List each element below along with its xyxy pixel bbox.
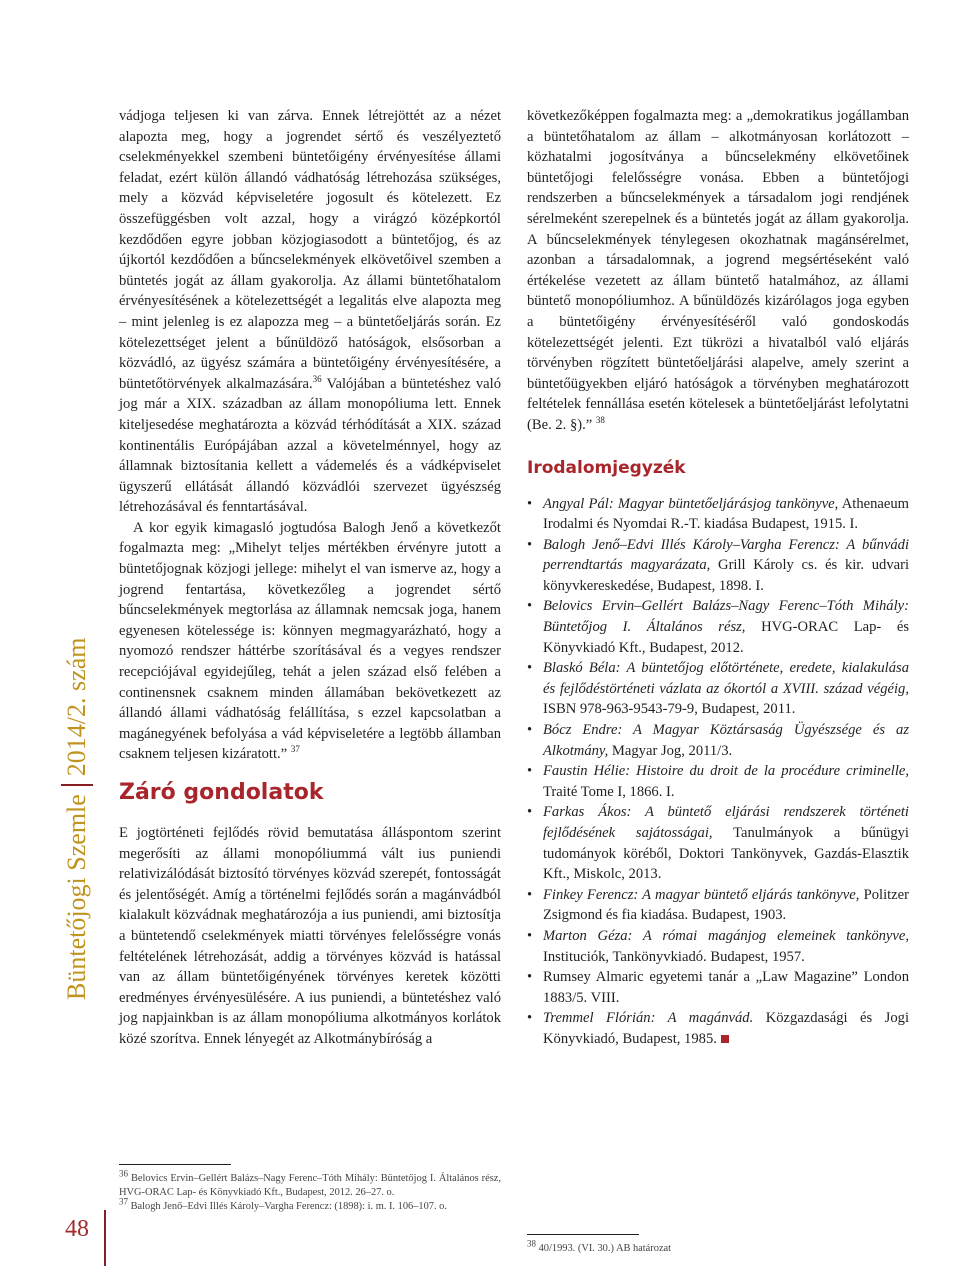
end-of-article-mark <box>721 1035 729 1043</box>
reference-item: • Tremmel Flórián: A magánvád. Közgazdasági és Jogi Könyvkiadó, Budapest, 1985. <box>527 1008 909 1049</box>
journal-side-title <box>57 280 97 1000</box>
reference-item: • Bócz Endre: A Magyar Köztársaság Ügyészsége és az Alkotmány, Magyar Jog, 2011/3. <box>527 720 909 761</box>
footnote-rule <box>527 1234 639 1235</box>
footnote-38: $^{38}$ 40/1993. (VI. 30.) AB határozat <box>527 1238 672 1254</box>
reference-item: • Finkey Ferencz: A magyar büntető eljárás tankönyve, Politzer Zsigmond és fia kiadása. Budapest, 1903. <box>527 885 909 926</box>
page-number: 48 <box>50 1210 106 1266</box>
section-heading: Záró gondolatok <box>119 780 324 805</box>
reference-item: • Rumsey Almaric egyetemi tanár a „Law Magazine” London 1883/5. VIII. <box>527 967 909 1008</box>
footnote-ref-36[interactable]: 36 <box>312 373 322 384</box>
journal-issue: 2014/2. szám <box>62 637 91 777</box>
paragraph: E jogtörténeti fejlődés rövid bemutatása álláspontom szerint megerősíti az állami monopóliummá vált ius puniendi relativizálódását biztosító törvényes közvád szerepét, fontosságát és jelentőségét. Amíg a történelmi fejlődés során a magánvádból kialakult közvádnak meghatározója a ius puniendi, ami biztosítja a büntetendő cselekmények miatti törvényes felelősségre vonás feltételének létrehozását, addig a törvényes közvád is hatással van az állam büntetőigényének törvényes keretek közötti eredményes érvényesülésére. A ius puniendi, a büntetéshez való jog napjainkban is az állam monopóliuma alkotmányos korlátok közé szorítva. Ennek lényegét az Alkotmánybíróság a <box>119 825 501 1047</box>
references-list <box>527 494 909 1050</box>
left-column <box>119 106 501 1050</box>
references-heading: Irodalomjegyzék <box>527 457 686 478</box>
paragraph: következőképpen fogalmazta meg: a „demokratikus jogállamban a büntetőhatalom az állam – alkotmányosan korlátozott – közhatalmi jogosítványa a bűncselekmény elkövetőinek büntetőjogi felelősségre vonása. Ebben a büntetőjogi rendszerben a bűncselekmények a társadalom jogi rendjének sérelmeként szerepelnek és a büntetés jogát az állam gyakorolja. A bűncselekmények ténylegesen okozhatnak magánsérelmet, azonban a társadalomnak, a jogrend megsértéseként való értékelése vezetett az állam büntető hatalmához, az állami büntető monopóliumhoz. A bűnüldözés kizárólagos joga egyben a büntetőigény érvényesítéséről való gondoskodás kötelezettségét jelenti. Ezt tükrözi a hivatalból való eljárás törvényben rögzített büntetőeljárási alapelve, amely szerint a büntetőügyekben eljáró hatóságok a törvényben meghatározott feltételek fennállása esetén kötelesek a büntetőeljárást lefolytatni (Be. 2. §).” $^{38}$ <box>527 108 909 433</box>
footnote-36: $^{36}$ Belovics Ervin–Gellért Balázs–Nagy Ferenc–Tóth Mihály: Büntetőjog I. Általános rész, HVG-ORAC Lap- és Könyvkiadó Kft., Budapest, 2012. 26–27. o. <box>119 1168 502 1198</box>
footnote-rule <box>119 1164 231 1165</box>
reference-item: • Faustin Hélie: Histoire du droit de la procédure criminelle, Traité Tome I, 1866. I. <box>527 761 909 802</box>
paragraph: A kor egyik kimagasló jogtudósa Balogh Jenő a következőt fogalmazta meg: „Mihelyt teljes mértékben érvényre jutott a büntetőjognak közjogi jellege: mihelyt el van ismerve az, hogy a jogrend fentartása, következőleg a jogrendet sértő bűncselekmények megtorlása az államnak nemcsak joga, hanem egyenesen kötelessége is: könnyen megmagyarázható, hogy a nyomozó rendszer háttérbe szorításával és a vegyes rendszer recepciójával egyidejűleg, tehát a jelen század első felében a continensnek csaknem minden államában bekövetkezett az állandó állami vádhatóság felállítása, s ezzel kapcsolatban a magánegyének befolyása a vád képviseletére a legtöbb államban csaknem teljesen kizáratott.” $^{37}$ <box>119 519 501 763</box>
reference-item: • Belovics Ervin–Gellért Balázs–Nagy Ferenc–Tóth Mihály: Büntetőjog I. Általános rész, HVG-ORAC Lap- és Könyvkiadó Kft., Budapest, 2012. <box>527 596 909 658</box>
reference-item: • Balogh Jenő–Edvi Illés Károly–Vargha Ferencz: A bűnvádi perrendtartás magyarázata, Grill Károly cs. és kir. udvari könyvkereskedése, Budapest, 1898. I. <box>527 535 909 597</box>
reference-item: • Angyal Pál: Magyar büntetőeljárásjog tankönyve, Athenaeum Irodalmi és Nyomdai R.-T. kiadása Budapest, 1915. I. <box>527 494 909 535</box>
title-separator <box>61 784 93 786</box>
paragraph: vádjoga teljesen ki van zárva. Ennek létrejöttét az a nézet alapozta meg, hogy a jogrendet sértő és veszélyeztető cselekményekkel szembeni büntetőigény érvényesítése állami feladat, ezért külön állandó vádhatóság létrehozása szükséges, mely a közvád képviseletére jogosult és kötelezett. Ez összefüggésben volt azzal, hogy a virágzó középkortól kezdődően egyre jobban közjogiasodott a büntetőjog, és az újkortól kezdődően a bűncselekmények elkövetőivel szemben a büntetés jogát az állam gyakorolja. Az állami büntetőhatalom érvényesítésének a kötelezettségét a legalitás elve alapozta meg – mint jelenleg is ez alapozza meg – a büntetőeljárás során. Ez kötelezettséget jelent a bűnüldöző hatóságok, elsősorban a közvádló, az ügyész számára a büntetőigény érvényesítésére, a büntetőtörvények alkalmazására.$^{36}$ Valójában a büntetéshez való jog már a XIX. században az állam monopóliuma lett. Ennek kiteljesedése meghatározta a közvád térhódítását a XIX. század kontinentális Európájában azzal a követelménnyel, hogy az államnak biztosítania kellett a vádemelés és a vádképviselet ügyszerű ellátását állandó közvádlói szervezet ügyészség létrehozásával és fenntartásával. <box>119 108 501 516</box>
reference-item: • Farkas Ákos: A büntető eljárási rendszerek történeti fejlődésének sajátosságai, Tanulmányok a bűnügyi tudományok köréből, Doktori Tankönyvek, Gazdás-Elasztik Kft., Miskolc, 2013. <box>527 802 909 884</box>
footnotes-left <box>119 1168 502 1214</box>
footnote-37: $^{37}$ Balogh Jenő–Edvi Illés Károly–Vargha Ferencz: (1898): i. m. I. 106–107. o. <box>119 1196 447 1212</box>
footnote-ref-37[interactable]: 37 <box>290 744 300 755</box>
footnote-ref-38[interactable]: 38 <box>595 415 605 426</box>
journal-title: Büntetőjogi Szemle <box>62 794 91 1000</box>
reference-item: • Marton Géza: A római magánjog elemeinek tankönyve, Instituciók, Tankönyvkiadó. Budapest, 1957. <box>527 926 909 967</box>
right-column <box>527 106 909 1050</box>
reference-item: • Blaskó Béla: A büntetőjog előtörténete, eredete, kialakulása és fejlődéstörténeti vázlata az ókortól a XVIII. század végéig, ISBN 978-963-9543-79-9, Budapest, 2011. <box>527 658 909 720</box>
